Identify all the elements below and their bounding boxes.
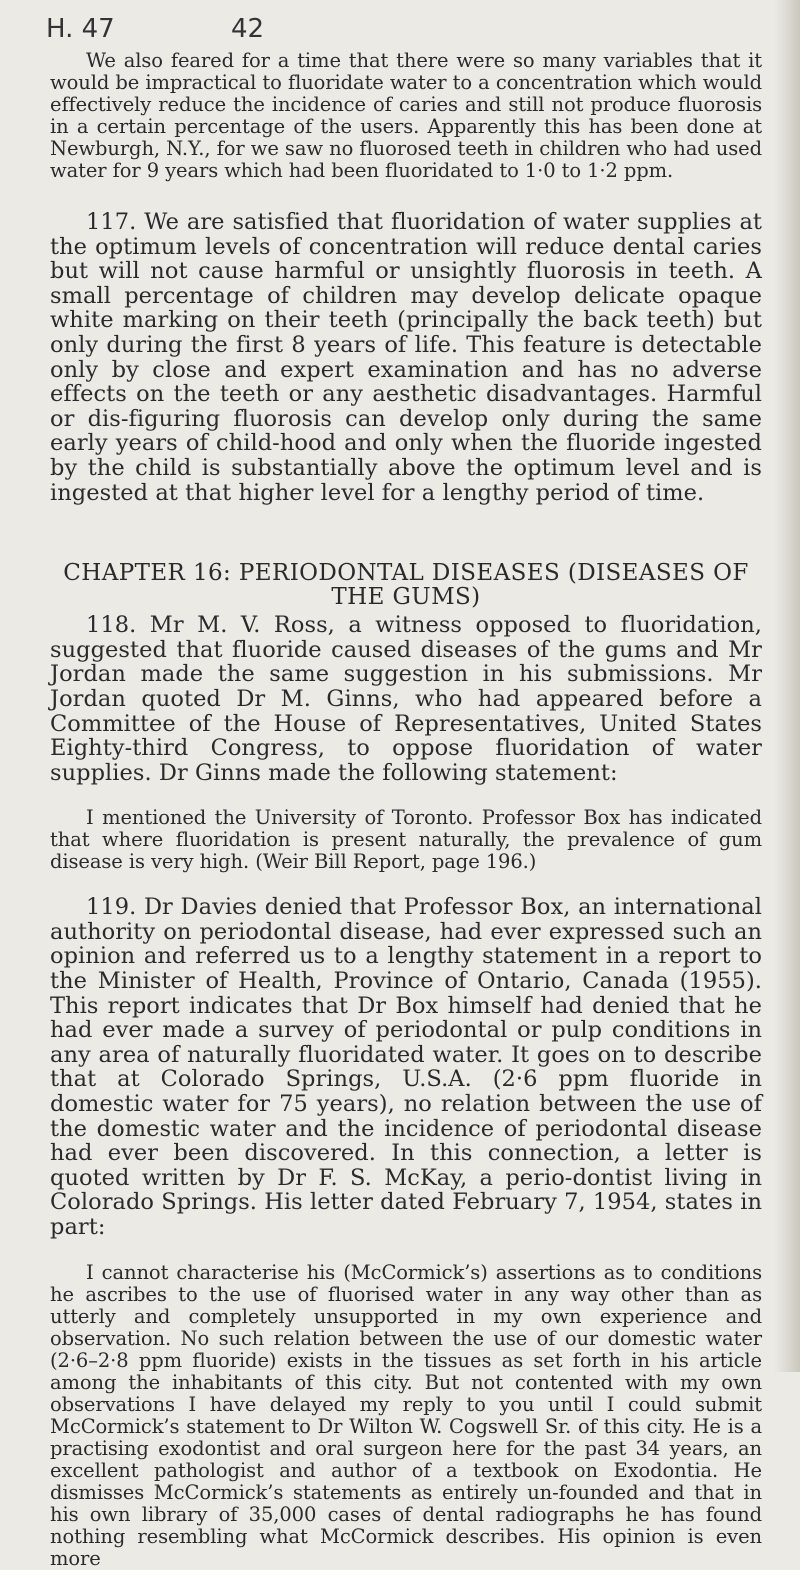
paragraph-117: 117. We are satisfied that fluoridation of water supplies at the optimum levels of concentration will reduce dental caries but will not cause harmful or unsightly fluorosis in teeth. A small percentage of children may develop delicate opaque white marking on their teeth (principally the back teeth) but only during the first 8 years of life. This feature is detectable only by close and expert examination and has no adverse effects on the teeth or any aesthetic disadvantages. Harmful or dis-figuring fluorosis can develop only during the same early years of child-hood and only when the fluoride ingested by the child is substantially above the optimum level and is ingested at that higher level for a lengthy period of time. bbox=[50, 209, 762, 506]
intro-paragraph: We also feared for a time that there were so many variables that it would be impractical to fluoridate water to a concentration which would effectively reduce the incidence of caries and still not produce fluorosis in a certain percentage of the users. Apparently this has been done at Newburgh, N.Y., for we saw no fluorosed teeth in children who had used water for 9 years which had been fluoridated to 1·0 to 1·2 ppm. bbox=[50, 49, 762, 182]
page-edge-shadow bbox=[774, 0, 800, 1372]
page-number: 42 bbox=[231, 14, 265, 44]
page-header bbox=[46, 6, 766, 46]
chapter-heading: CHAPTER 16: PERIODONTAL DISEASES (DISEASES OF THE GUMS) bbox=[63, 560, 749, 611]
paragraph-118: 118. Mr M. V. Ross, a witness opposed to fluoridation, suggested that fluoride caused diseases of the gums and Mr Jordan made the same suggestion in his submissions. Mr Jordan quoted Dr M. Ginns, who had appeared before a Committee of the House of Representatives, United States Eighty-third Congress, to oppose fluoridation of water supplies. Dr Ginns made the following statement: bbox=[50, 612, 762, 786]
document-reference: H. 47 bbox=[46, 14, 115, 44]
paragraph-119: 119. Dr Davies denied that Professor Box, an international authority on periodontal disease, had ever expressed such an opinion and referred us to a lengthy statement in a report to the Minister of Health, Province of Ontario, Canada (1955). This report indicates that Dr Box himself had denied that he had ever made a survey of periodontal or pulp conditions in any area of naturally fluoridated water. It goes on to describe that at Colorado Springs, U.S.A. (2·6 ppm fluoride in domestic water for 75 years), no relation between the use of the domestic water and the incidence of periodontal disease had ever been discovered. In this connection, a letter is quoted written by Dr F. S. McKay, a perio-dontist living in Colorado Springs. His letter dated February 7, 1954, states in part: bbox=[50, 894, 762, 1240]
quote-mckay: I cannot characterise his (McCormick’s) assertions as to conditions he ascribes to the use of fluorised water in any way other than as utterly and completely unsupported in my own experience and observation. No such relation between the use of our domestic water (2·6–2·8 ppm fluoride) exists in the tissues as set forth in his article among the inhabitants of this city. But not contented with my own observations I have delayed my reply to you until I could submit McCormick’s statement to Dr Wilton W. Cogswell Sr. of this city. He is a practising exodontist and oral surgeon here for the past 34 years, an excellent pathologist and author of a textbook on Exodontia. He dismisses McCormick’s statements as entirely un-founded and that in his own library of 35,000 cases of dental radiographs he has found nothing resembling what McCormick describes. His opinion is even more bbox=[50, 1260, 762, 1570]
quote-ginns: I mentioned the University of Toronto. Professor Box has indicated that where fluoridation is present naturally, the prevalence of gum disease is very high. (Weir Bill Report, page 196.) bbox=[50, 806, 762, 874]
page-body bbox=[50, 50, 762, 1570]
